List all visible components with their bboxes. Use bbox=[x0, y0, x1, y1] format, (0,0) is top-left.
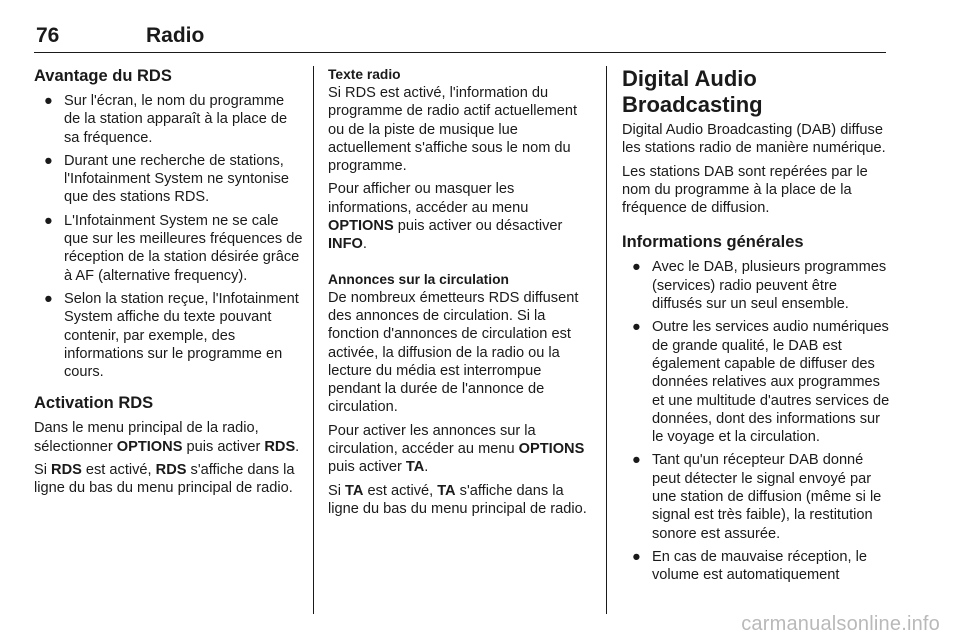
general-info-heading: Informations générales bbox=[622, 233, 804, 252]
list-item: ● Outre les services audio numériques de grande qualité, le DAB est également capable de diffuser des données relatives aux programmes et une multitude d'autres services de données, dont des informations sur le voyage et la circulation. bbox=[632, 319, 890, 446]
traffic-paragraph-3: Si TA est activé, TA s'affiche dans la ligne du bas du menu principal de radio. bbox=[328, 482, 587, 517]
radio-text-heading: Texte radio bbox=[328, 67, 401, 82]
bullet-icon: ● bbox=[44, 93, 53, 109]
column-1 bbox=[34, 66, 304, 503]
column-2 bbox=[328, 66, 592, 523]
traffic-heading: Annonces sur la circulation bbox=[328, 271, 509, 287]
column-divider bbox=[313, 66, 314, 614]
list-item: ● L'Infotainment System ne se cale que sur les meilleures fréquences de réception de la station désirée grâce à AF (alternative frequency). bbox=[44, 212, 303, 284]
rds-activation-paragraph-2: Si RDS est activé, RDS s'affiche dans la ligne du bas du menu principal de radio. bbox=[34, 462, 295, 497]
list-item: ● Durant une recherche de stations, l'Infotainment System ne syntonise que des stations RDS. bbox=[44, 152, 290, 206]
rds-activation-heading: Activation RDS bbox=[34, 394, 154, 413]
dab-paragraph-2: Les stations DAB sont repérées par le nom du programme à la place de la fréquence de diffusion. bbox=[622, 163, 868, 217]
bullet-icon: ● bbox=[44, 152, 53, 169]
bullet-icon: ● bbox=[632, 452, 641, 469]
bullet-icon: ● bbox=[632, 548, 641, 565]
bullet-icon: ● bbox=[632, 259, 641, 276]
page-header bbox=[34, 20, 886, 53]
list-item: ● Selon la station reçue, l'Infotainment System affiche du texte pouvant contenir, par exemple, des informations sur le programme en cours. bbox=[44, 290, 299, 381]
bullet-icon: ● bbox=[44, 290, 53, 307]
bullet-icon: ● bbox=[632, 319, 641, 336]
list-item: ● En cas de mauvaise réception, le volume est automatiquement bbox=[632, 548, 867, 584]
page-number: 76 bbox=[36, 24, 60, 47]
dab-paragraph-1: Digital Audio Broadcasting (DAB) diffuse les stations radio de manière numérique. bbox=[622, 122, 886, 157]
list-item: ● Tant qu'un récepteur DAB donné peut détecter le signal envoyé par une station de diffusion (même si le signal est très faible), la restitution sonore est assurée. bbox=[632, 452, 882, 542]
radio-text-paragraph-2: Pour afficher ou masquer les informations, accéder au menu OPTIONS puis activer ou désactiver INFO. bbox=[328, 181, 563, 253]
column-3 bbox=[622, 66, 890, 597]
watermark: carmanualsonline.info bbox=[741, 613, 940, 635]
column-divider bbox=[606, 66, 607, 614]
dab-heading: Digital Audio Broadcasting bbox=[622, 66, 763, 117]
traffic-paragraph-2: Pour activer les annonces sur la circulation, accéder au menu OPTIONS puis activer TA. bbox=[328, 422, 585, 476]
rds-activation-paragraph-1: Dans le menu principal de la radio, sélectionner OPTIONS puis activer RDS. bbox=[34, 420, 300, 455]
traffic-paragraph-1: De nombreux émetteurs RDS diffusent des annonces de circulation. Si la fonction d'annonces de circulation est activée, la diffusion de la radio ou la lecture du média est interrompue pendant la durée de l'annonce de circulation. bbox=[328, 289, 579, 416]
list-item: ● Avec le DAB, plusieurs programmes (services) radio peuvent être diffusés sur un seul ensemble. bbox=[632, 259, 887, 313]
section-title: Radio bbox=[146, 24, 205, 47]
radio-text-paragraph-1: Si RDS est activé, l'information du programme de radio actif actuellement ou de la piste de musique lue actuellement s'affiche sous le nom du programme. bbox=[328, 85, 578, 175]
rds-advantage-heading: Avantage du RDS bbox=[34, 67, 172, 85]
bullet-icon: ● bbox=[44, 212, 53, 229]
list-item: ● Sur l'écran, le nom du programme de la station apparaît à la place de sa fréquence. bbox=[44, 93, 288, 146]
general-info-list bbox=[622, 258, 890, 584]
rds-advantage-list bbox=[34, 92, 304, 381]
